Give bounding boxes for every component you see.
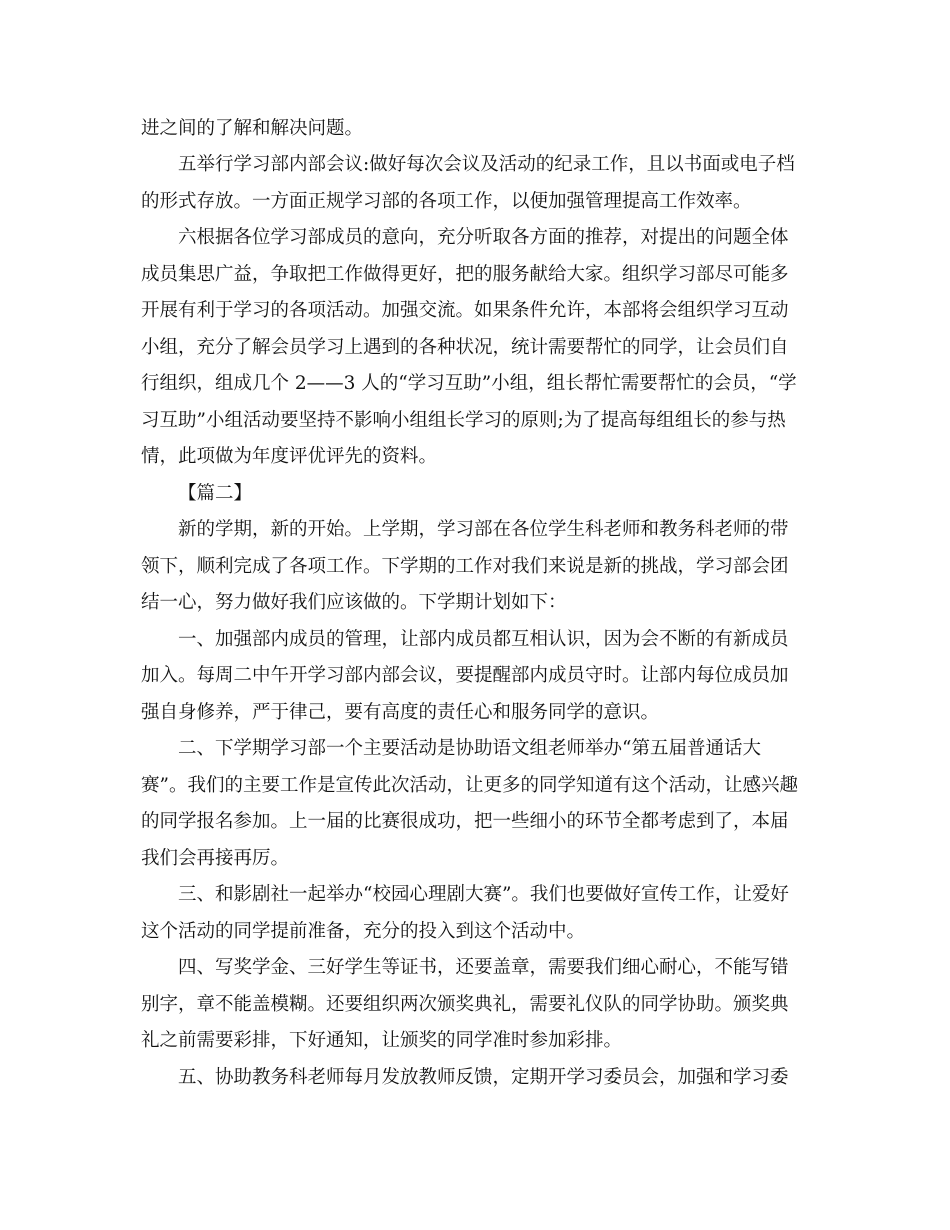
item-2-start: 二、下学期学习部一个主要活动是协助语文组老师举办“第五届普通话大 bbox=[178, 738, 761, 759]
text-line: 行组织，组成几个 2——3 人的“学习互助”小组，组长帮忙需要帮忙的会员，“学 bbox=[141, 373, 797, 394]
section-heading: 【篇二】 bbox=[178, 483, 253, 504]
text-line: 开展有利于学习的各项活动。加强交流。如果条件允许，本部将会组织学习互动 bbox=[141, 300, 789, 321]
text-line: 的形式存放。一方面正规学习部的各项工作，以便加强管理提高工作效率。 bbox=[141, 191, 752, 212]
text-line: 赛”。我们的主要工作是宣传此次活动，让更多的同学知道有这个活动，让感兴趣 bbox=[141, 775, 798, 796]
text-line: 的同学报名参加。上一届的比赛很成功，把一些细小的环节全都考虑到了，本届 bbox=[141, 811, 789, 832]
item-1-start: 一、加强部内成员的管理，让部内成员都互相认识，因为会不断的有新成员 bbox=[178, 629, 789, 650]
text-line: 进之间的了解和解决问题。 bbox=[141, 118, 364, 139]
text-line: 强自身修养，严于律己，要有高度的责任心和服务同学的意识。 bbox=[141, 702, 660, 723]
text-line: 习互助”小组活动要坚持不影响小组组长学习的原则;为了提高每组组长的参与热 bbox=[141, 410, 786, 431]
text-line: 小组，充分了解会员学习上遇到的各种状况，统计需要帮忙的同学，让会员们自 bbox=[141, 337, 789, 358]
text-line: 我们会再接再厉。 bbox=[141, 848, 290, 869]
paragraph-5-start: 五举行学习部内部会议:做好每次会议及活动的纪录工作，且以书面或电子档 bbox=[178, 154, 795, 175]
item-5-start: 五、协助教务科老师每月发放教师反馈，定期开学习委员会，加强和学习委 bbox=[178, 1067, 789, 1088]
text-line: 加入。每周二中午开学习部内部会议，要提醒部内成员守时。让部内每位成员加 bbox=[141, 665, 789, 686]
text-line: 成员集思广益，争取把工作做得更好，把的服务献给大家。组织学习部尽可能多 bbox=[141, 264, 789, 285]
text-line: 情，此项做为年度评优评先的资料。 bbox=[141, 446, 438, 467]
text-line: 礼之前需要彩排，下好通知，让颁奖的同学准时参加彩排。 bbox=[141, 1030, 623, 1051]
text-line: 领下，顺利完成了各项工作。下学期的工作对我们来说是新的挑战，学习部会团 bbox=[141, 556, 789, 577]
paragraph-6-start: 六根据各位学习部成员的意向，充分听取各方面的推荐，对提出的问题全体 bbox=[178, 227, 789, 248]
paragraph-intro-start: 新的学期，新的开始。上学期，学习部在各位学生科老师和教务科老师的带 bbox=[178, 519, 789, 540]
text-line: 结一心，努力做好我们应该做的。下学期计划如下： bbox=[141, 592, 567, 613]
item-4-start: 四、写奖学金、三好学生等证书，还要盖章，需要我们细心耐心，不能写错 bbox=[178, 957, 789, 978]
text-line: 别字，章不能盖模糊。还要组织两次颁奖典礼，需要礼仪队的同学协助。颁奖典 bbox=[141, 994, 789, 1015]
item-3-start: 三、和影剧社一起举办“校园心理剧大赛”。我们也要做好宣传工作，让爱好 bbox=[178, 884, 789, 905]
text-line: 这个活动的同学提前准备，充分的投入到这个活动中。 bbox=[141, 921, 586, 942]
